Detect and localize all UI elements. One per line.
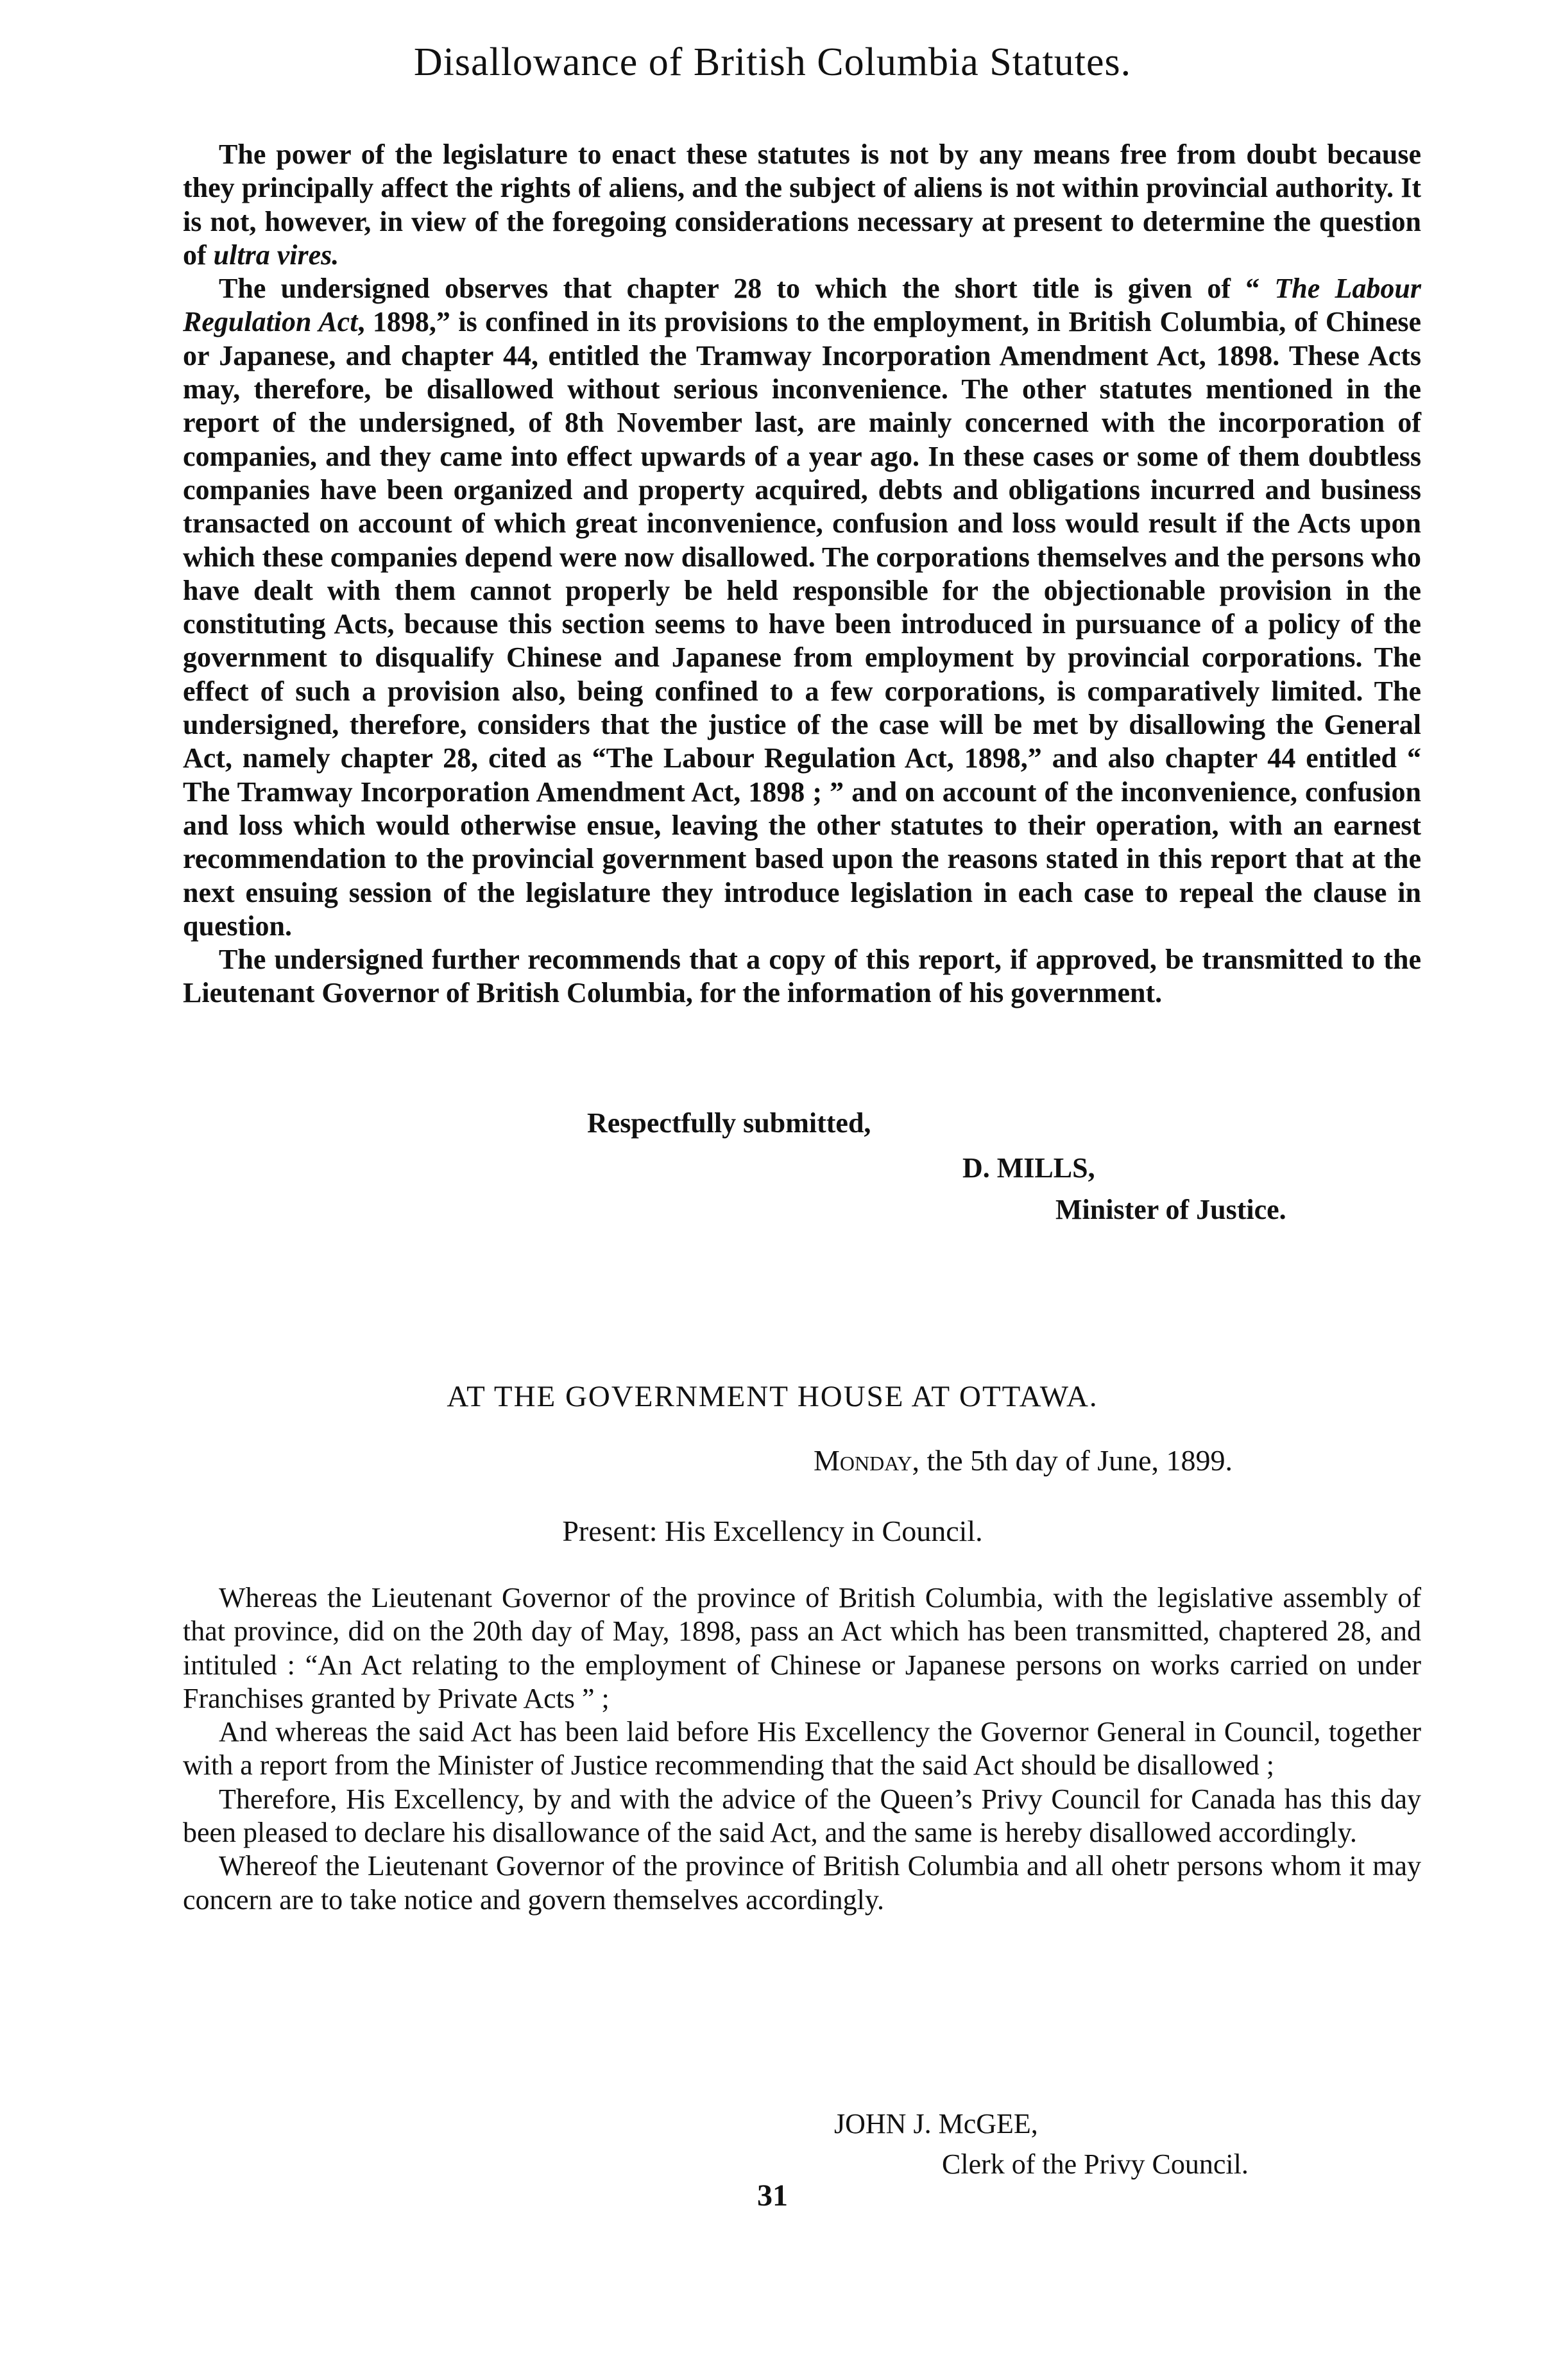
order-date: Monday, the 5th day of June, 1899. — [814, 1444, 1233, 1477]
order-signatory-title: Clerk of the Privy Council. — [942, 2148, 1249, 2180]
report-closing: Respectfully submitted, — [587, 1107, 871, 1139]
order-heading: AT THE GOVERNMENT HOUSE AT OTTAWA. — [447, 1380, 1098, 1413]
order-paragraph: Therefore, His Excellency, by and with the advice of the Queen’s Privy Council for Canada has this day been pleased to declare his disallowance of the said Act, and the same is hereby disallowed accordingly. — [183, 1783, 1421, 1849]
order-paragraph: Whereas the Lieutenant Governor of the province of British Columbia, with the legislative assembly of that province, did on the 20th day of May, 1898, pass an Act which has been transmitted, chaptered 28, and intituled : “An Act relating to the employment of Chinese or Japanese persons on works carried on under Franchises granted by Private Acts ” ; — [183, 1582, 1421, 1714]
order-paragraph: Whereof the Lieutenant Governor of the province of British Columbia and all ohetr persons whom it may concern are to take notice and govern themselves accordingly. — [183, 1850, 1421, 1916]
report-paragraph: The undersigned further recommends that a copy of this report, if approved, be transmitted to the Lieutenant Governor of British Columbia, for the information of his government. — [183, 944, 1421, 1009]
order-present: Present: His Excellency in Council. — [562, 1515, 983, 1547]
report-body — [183, 138, 1421, 1010]
emphasis: The Labour Regulation Act — [183, 273, 1421, 338]
report-signatory: D. MILLS, — [962, 1152, 1095, 1184]
report-paragraph: The undersigned observes that chapter 28 to which the short title is given of “ The Labour Regulation Act, 1898,” is confined in its provisions to the employment, in British Columbia, of Chinese or Japanese, and chapter 44, entitled the Tramway Incorporation Amendment Act, 1898. These Acts may, therefore, be disallowed without serious inconvenience. The other statutes mentioned in the report of the undersigned, of 8th November last, are mainly concerned with the incorporation of companies, and they came into effect upwards of a year ago. In these cases or some of them doubtless companies have been organized and property acquired, debts and obligations incurred and business transacted on account of which great inconvenience, confusion and loss would result if the Acts upon which these companies depend were now disallowed. The corporations themselves and the persons who have dealt with them cannot properly be held responsible for the objectionable provision in the constituting Acts, because this section seems to have been introduced in pursuance of a policy of the government to disqualify Chinese and Japanese from employment by provincial corporations. The effect of such a provision also, being confined to a few corporations, is comparatively limited. The undersigned, therefore, considers that the justice of the case will be met by disallowing the General Act, namely chapter 28, cited as “The Labour Regulation Act, 1898,” and also chapter 44 entitled “ The Tramway Incorporation Amendment Act, 1898 ; ” and on account of the inconvenience, confusion and loss which would otherwise ensue, leaving the other statutes to their operation, with an earnest recommendation to the provincial government based upon the reasons stated in this report that at the next ensuing session of the legislature they introduce legislation in each case to repeal the clause in question. — [183, 273, 1422, 942]
order-signatory: JOHN J. McGEE, — [834, 2108, 1038, 2139]
order-body — [183, 1581, 1421, 1917]
page-number: 31 — [757, 2179, 788, 2213]
report-signatory-title: Minister of Justice. — [1055, 1194, 1286, 1225]
report-paragraph: The power of the legislature to enact these statutes is not by any means free from doubt because they principally affect the rights of aliens, and the subject of aliens is not within provincial authority. It is not, however, in view of the foregoing considerations necessary at present to determine the question of ultra vires. — [183, 139, 1421, 271]
order-paragraph: And whereas the said Act has been laid before His Excellency the Governor General in Council, together with a report from the Minister of Justice recommending that the said Act should be disallowed ; — [183, 1716, 1421, 1781]
running-head: Disallowance of British Columbia Statutes. — [413, 40, 1132, 84]
emphasis: ultra vires. — [213, 239, 339, 271]
